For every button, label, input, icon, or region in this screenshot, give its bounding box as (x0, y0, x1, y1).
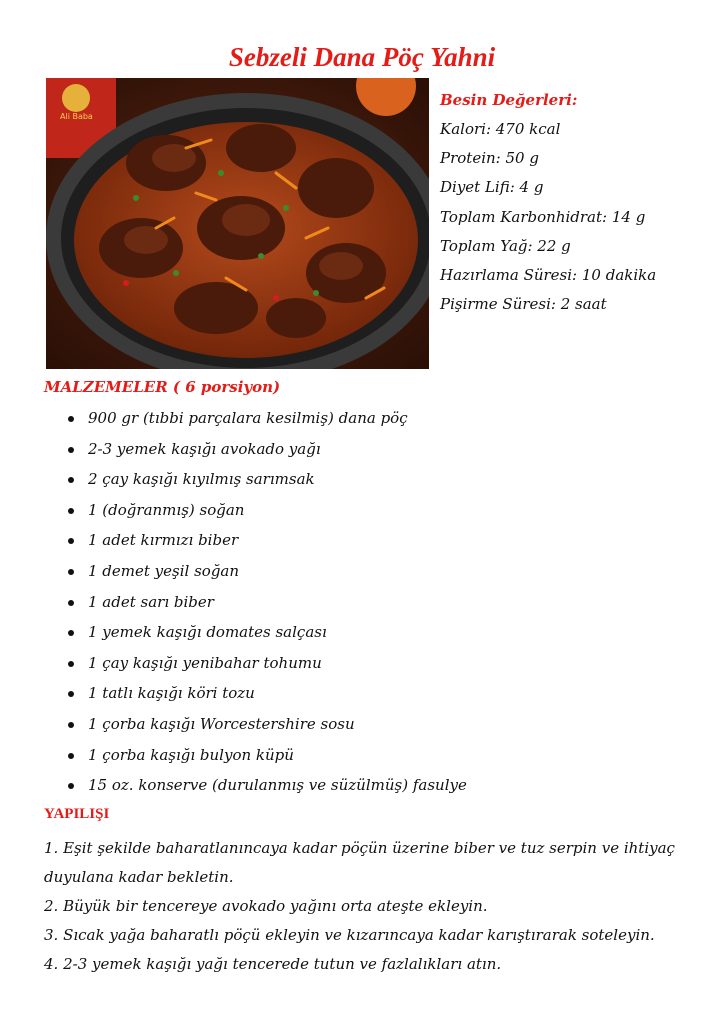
ingredient-text: 2 çay kaşığı kıyılmış sarımsak (88, 470, 315, 489)
nutrition-row: Toplam Karbonhidrat: 14 g (440, 207, 646, 226)
stew-photo (46, 78, 429, 369)
list-item (68, 714, 467, 745)
step-text: 3. Sıcak yağa baharatlı pöçü ekleyin ve kızarıncaya kadar karıştırarak soteleyin. (44, 926, 655, 944)
bullet-icon (68, 753, 74, 759)
nutrition-row: Toplam Yağ: 22 g (440, 236, 571, 255)
nutrition-row: Pişirme Süresi: 2 saat (440, 295, 607, 314)
ingredient-text: 1 adet kırmızı biber (88, 531, 239, 550)
list-item (68, 561, 467, 592)
steps-list (44, 834, 684, 979)
list-item (68, 622, 467, 653)
nutrition-panel (440, 90, 720, 323)
nutrition-heading: Besin Değerleri: (440, 91, 578, 109)
step-text: 2. Büyük bir tencereye avokado yağını orta ateşte ekleyin. (44, 897, 488, 915)
bullet-icon (68, 569, 74, 575)
list-item (68, 745, 467, 776)
list-item (68, 775, 467, 806)
ingredient-text: 1 yemek kaşığı domates salçası (88, 623, 327, 642)
ingredient-text: 900 gr (tıbbi parçalara kesilmiş) dana pöç (88, 409, 408, 427)
bullet-icon (68, 691, 74, 697)
step-text: 1. Eşit şekilde baharatlanıncaya kadar pöçün üzerine biber ve tuz serpin ve ihtiyaç duyulana kadar bekletin. (44, 839, 675, 886)
ingredient-text: 15 oz. konserve (durulanmış ve süzülmüş) fasulye (88, 776, 467, 795)
steps-heading: YAPILIŞI (44, 806, 110, 822)
ingredient-text: 1 demet yeşil soğan (88, 561, 240, 580)
brand-label: Ali Baba (60, 112, 93, 121)
ingredient-text: 2-3 yemek kaşığı avokado yağı (88, 439, 321, 458)
list-item (68, 530, 467, 561)
bullet-icon (68, 538, 74, 544)
recipe-title: Sebzeli Dana Pöç Yahni (228, 42, 496, 72)
ingredient-text: 1 (doğranmış) soğan (88, 500, 245, 519)
list-item (68, 469, 467, 500)
nutrition-row: Diyet Lifi: 4 g (440, 178, 544, 197)
list-item (68, 653, 467, 684)
ingredients-heading: MALZEMELER ( 6 porsiyon) (44, 378, 281, 396)
list-item (68, 683, 467, 714)
ingredients-list (68, 408, 467, 806)
list-item (68, 408, 467, 439)
nutrition-row: Kalori: 470 kcal (440, 120, 561, 138)
list-item (68, 439, 467, 470)
ingredient-text: 1 çorba kaşığı bulyon küpü (88, 745, 294, 764)
bullet-icon (68, 416, 74, 422)
stew-illustration (46, 78, 429, 369)
ingredient-text: 1 tatlı kaşığı köri tozu (88, 684, 255, 703)
bullet-icon (68, 661, 74, 667)
nutrition-row: Hazırlama Süresi: 10 dakika (440, 265, 657, 284)
nutrition-row: Protein: 50 g (440, 149, 539, 168)
bullet-icon (68, 783, 74, 789)
ingredient-text: 1 adet sarı biber (88, 592, 214, 611)
bullet-icon (68, 447, 74, 453)
ingredient-text: 1 çay kaşığı yenibahar tohumu (88, 653, 322, 672)
step-text: 4. 2-3 yemek kaşığı yağı tencerede tutun ve fazlalıkları atın. (44, 955, 502, 973)
bullet-icon (68, 600, 74, 606)
bullet-icon (68, 630, 74, 636)
list-item (68, 592, 467, 623)
bullet-icon (68, 477, 74, 483)
list-item (68, 500, 467, 531)
ingredient-text: 1 çorba kaşığı Worcestershire sosu (88, 714, 355, 733)
bullet-icon (68, 508, 74, 514)
bullet-icon (68, 722, 74, 728)
